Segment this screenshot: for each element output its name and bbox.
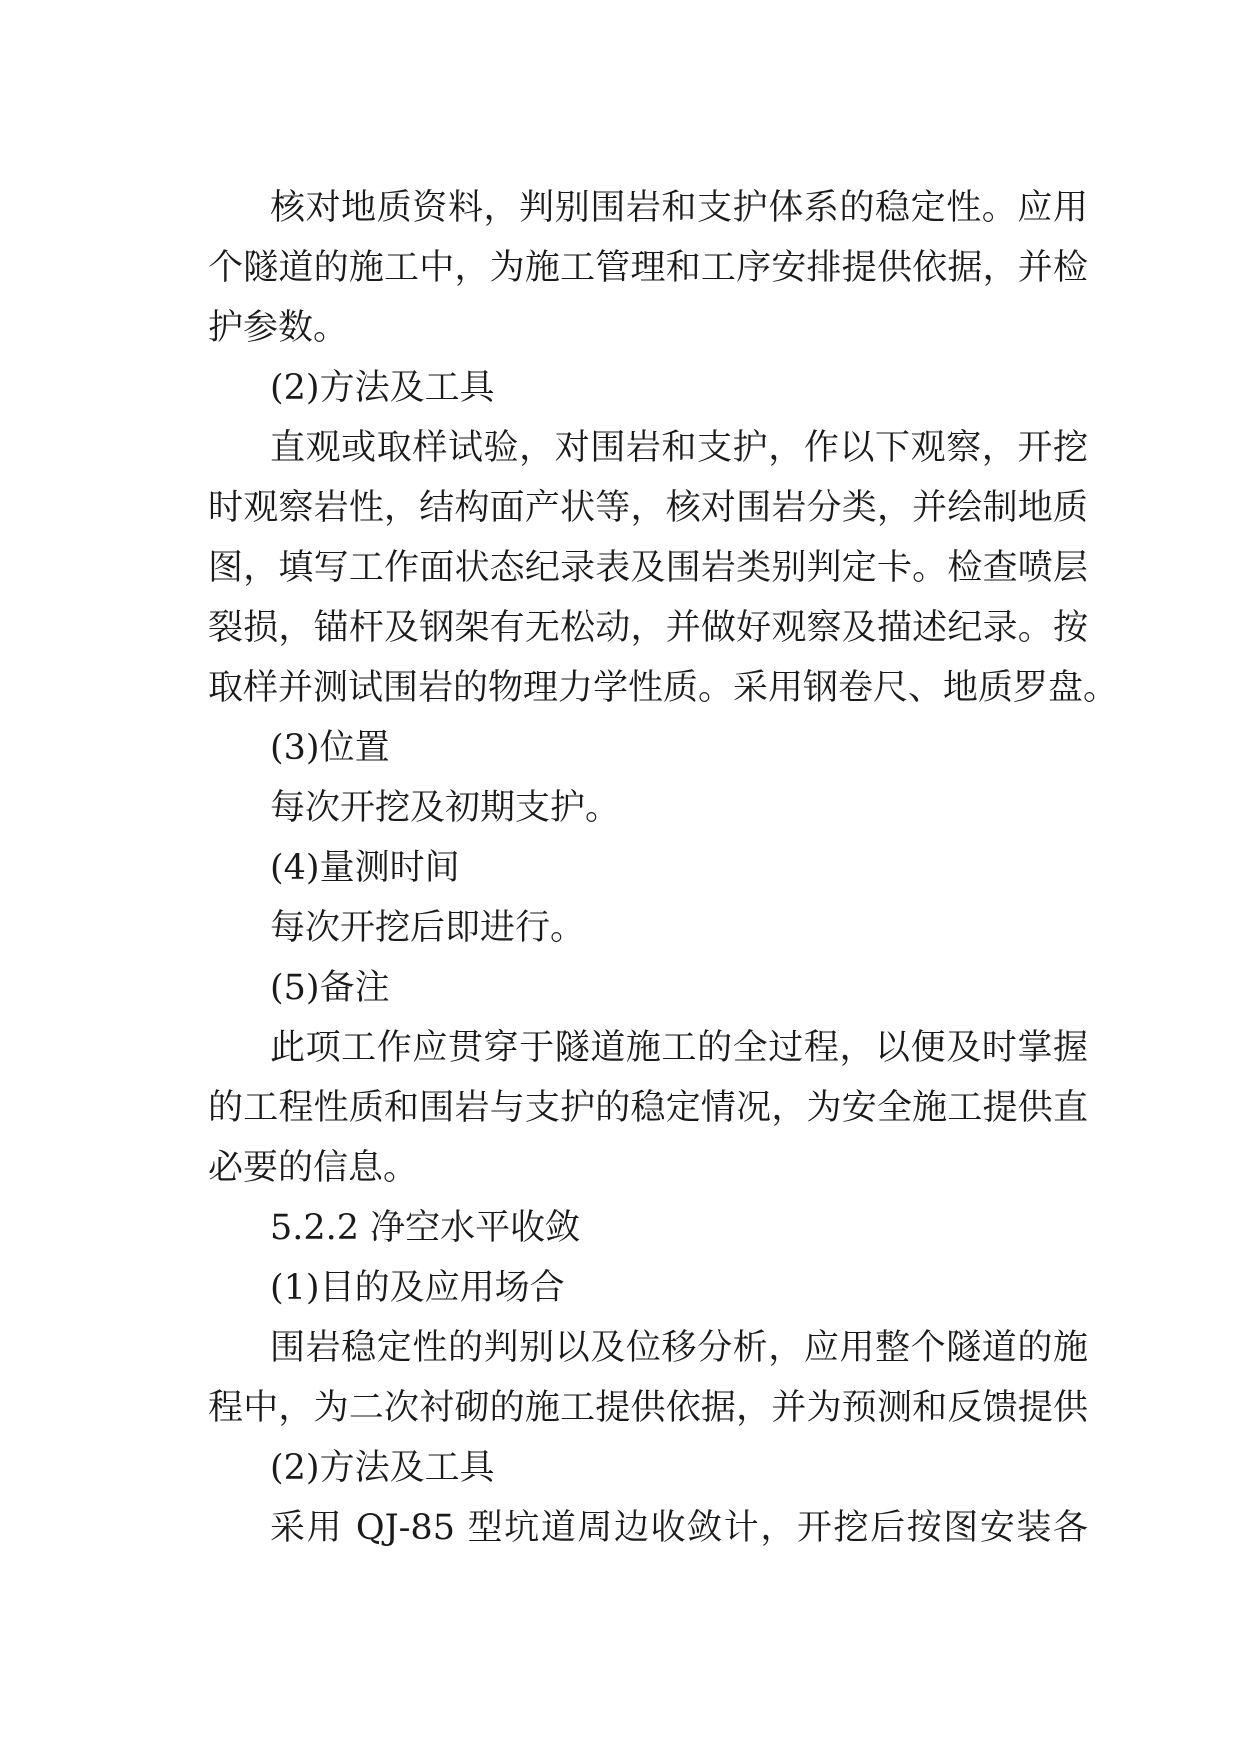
section-heading: (4)量测时间 (270, 848, 460, 888)
section-heading: (3)位置 (270, 728, 390, 768)
section-heading: (2)方法及工具 (270, 368, 495, 408)
paragraph-line: 的工程性质和围岩与支护的稳定情况，为安全施工提供直 (208, 1088, 1088, 1128)
paragraph-line: 个隧道的施工中，为施工管理和工序安排提供依据，并检 (208, 248, 1088, 288)
paragraph-line: 核对地质资料，判别围岩和支护体系的稳定性。应用 (270, 188, 1088, 228)
paragraph-line: 取样并测试围岩的物理力学性质。采用钢卷尺、地质罗盘。 (208, 668, 1119, 708)
paragraph-line: 护参数。 (208, 308, 349, 348)
paragraph-line: 直观或取样试验，对围岩和支护，作以下观察，开挖 (270, 428, 1088, 468)
paragraph-line: 此项工作应贯穿于隧道施工的全过程，以便及时掌握 (270, 1028, 1088, 1068)
paragraph-line: 围岩稳定性的判别以及位移分析，应用整个隧道的施 (270, 1328, 1088, 1368)
document-body (208, 178, 1119, 1558)
paragraph-line: 裂损，锚杆及钢架有无松动，并做好观察及描述纪录。按 (208, 608, 1088, 648)
paragraph-line: 每次开挖后即进行。 (270, 908, 586, 948)
paragraph-line: 程中，为二次衬砌的施工提供依据，并为预测和反馈提供 (208, 1388, 1088, 1428)
section-heading: (2)方法及工具 (270, 1448, 495, 1488)
paragraph-line: 时观察岩性，结构面产状等，核对围岩分类，并绘制地质 (208, 488, 1088, 528)
paragraph-line: 必要的信息。 (208, 1148, 419, 1188)
section-heading: 5.2.2 净空水平收敛 (270, 1208, 581, 1248)
paragraph-line: 图，填写工作面状态纪录表及围岩类别判定卡。检查喷层 (208, 548, 1088, 588)
section-heading: (5)备注 (270, 968, 390, 1008)
paragraph-line: 每次开挖及初期支护。 (270, 788, 621, 828)
section-heading: (1)目的及应用场合 (270, 1268, 565, 1308)
paragraph-line: 采用 QJ-85 型坑道周边收敛计，开挖后按图安装各 (270, 1508, 1088, 1548)
